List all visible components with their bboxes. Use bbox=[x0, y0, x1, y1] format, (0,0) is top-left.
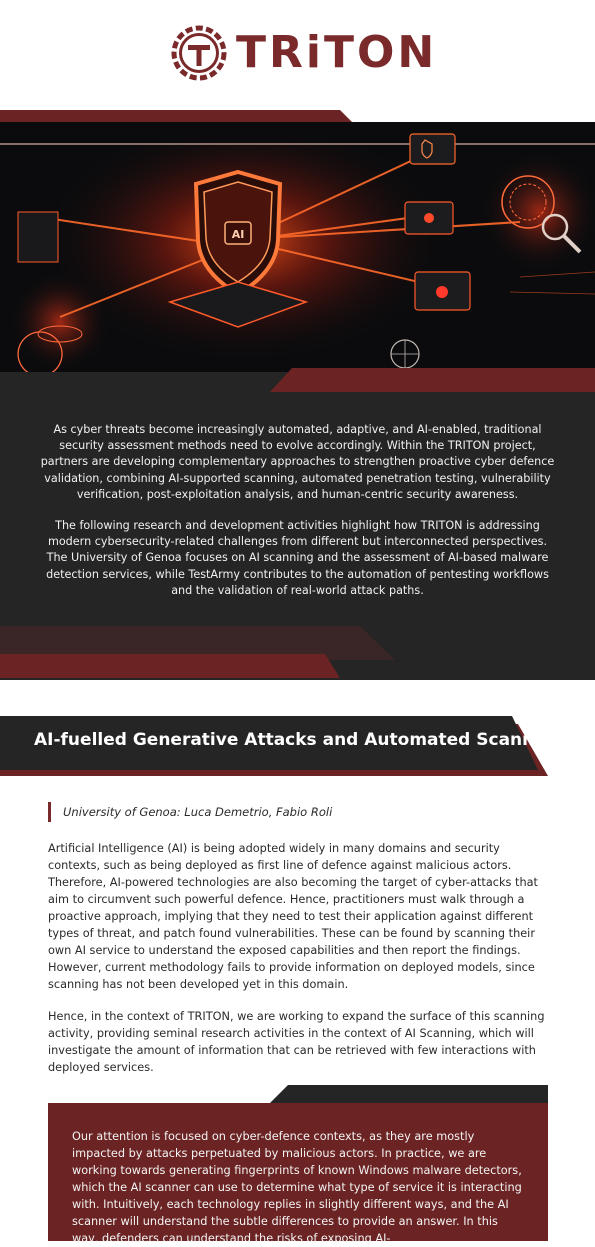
gear-t-icon bbox=[170, 24, 228, 82]
article-body bbox=[48, 840, 548, 1091]
newsletter-header bbox=[0, 0, 595, 108]
callout-text: Our attention is focused on cyber-defence contexts, as they are mostly impacted by attacks perpetuated by malicious actors. In practice, we are working towards generating fingerprints of known Windows malware detectors, which the AI scanner can use to determine what type of service it is interacting with. Intuitively, each technology replies in slightly different ways, and the AI scanner will understand the subtle differences to provide an answer. In this way, defenders can understand the risks of exposing AI- bbox=[72, 1130, 522, 1245]
svg-text:AI: AI bbox=[231, 228, 245, 241]
body-paragraph: Artificial Intelligence (AI) is being adopted widely in many domains and security contexts, such as being deployed as first line of defence against malicious actors. Therefore, AI-powered technologies are also becoming the target of cyber-attacks that aim to circumvent such powerful defence. Hence, practitioners must walk through a proactive approach, implying that they need to test their application against different types of threat, and patch found vulnerabilities. These can be found by scanning their own AI service to understand the exposed capabilities and then report the findings. However, current methodology fails to provide information on deployed models, since scanning has not been developed yet in this domain. bbox=[48, 842, 538, 991]
intro-paragraph: As cyber threats become increasingly automated, adaptive, and AI-enabled, traditional security assessment methods need to evolve accordingly. Within the TRITON project, partners are developing complementary approaches to strengthen proactive cyber defence validation, combining AI-supported scanning, automated penetration testing, vulnerability verification, post-exploitation analysis, and human-centric security awareness. bbox=[40, 423, 555, 501]
intro-text bbox=[40, 422, 555, 614]
hero-image bbox=[0, 122, 595, 372]
triton-logo bbox=[170, 24, 437, 82]
brand-name: TRiTON bbox=[236, 27, 438, 78]
author-line: University of Genoa: Luca Demetrio, Fabio Roli bbox=[48, 802, 332, 822]
decorative-band bbox=[270, 368, 595, 392]
section-title: AI-fuelled Generative Attacks and Automated Scanning bbox=[34, 730, 565, 750]
body-paragraph: Hence, in the context of TRITON, we are working to expand the surface of this scanning activity, providing seminal research activities in the context of AI Scanning, which will investigate the amount of information that can be retrieved with few interactions with deployed services. bbox=[48, 1010, 545, 1074]
intro-paragraph: The following research and development activities highlight how TRITON is addressing modern cybersecurity-related challenges from different but interconnected perspectives. The University of Genoa focuses on AI scanning and the assessment of AI-based malware detection services, while TestArmy contributes to the automation of pentesting workflows and the validation of real-world attack paths. bbox=[46, 519, 549, 597]
decorative-band bbox=[0, 654, 340, 678]
